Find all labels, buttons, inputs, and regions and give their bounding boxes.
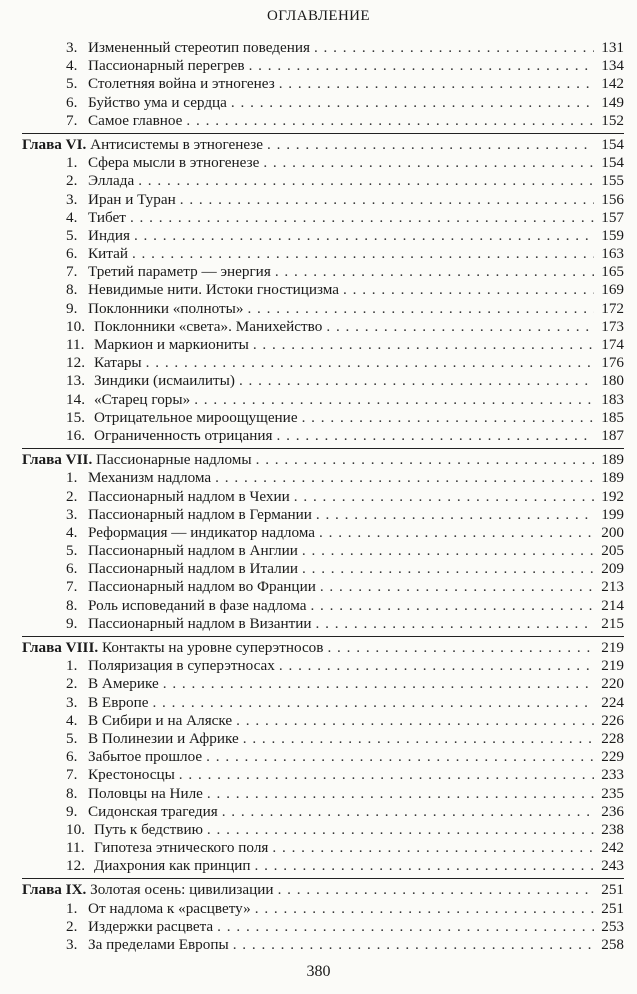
- toc-item-entry[interactable]: [22, 172, 624, 190]
- toc-item-entry[interactable]: [22, 391, 624, 409]
- item-title: Третий параметр — энергия: [88, 263, 271, 281]
- item-number: 5.: [66, 75, 78, 93]
- toc-item-entry[interactable]: [22, 542, 624, 560]
- dot-leader: [263, 154, 594, 172]
- item-title: Буйство ума и сердца: [88, 93, 227, 111]
- dot-leader: [179, 766, 594, 784]
- dot-leader: [302, 409, 594, 427]
- item-page-number: 215: [601, 614, 624, 632]
- item-page-number: 205: [601, 542, 624, 560]
- item-number: 8.: [66, 281, 78, 299]
- dot-leader: [275, 263, 594, 281]
- dot-leader: [327, 639, 594, 657]
- item-title: Забытое прошлое: [88, 748, 203, 766]
- chapter-label: Глава VIII.: [22, 639, 99, 656]
- toc-item-entry[interactable]: [22, 75, 624, 93]
- dot-leader: [130, 209, 594, 227]
- dot-leader: [239, 372, 594, 390]
- toc-item-entry[interactable]: [22, 318, 624, 336]
- item-number: 5.: [66, 542, 78, 560]
- chapter-page-number: 251: [601, 881, 624, 899]
- item-page-number: 185: [601, 408, 624, 426]
- toc-item-entry[interactable]: [22, 785, 624, 803]
- chapter-page-number: 154: [601, 135, 624, 153]
- item-number: 12.: [66, 857, 85, 875]
- item-page-number: 176: [601, 354, 624, 372]
- item-number: 5.: [66, 226, 78, 244]
- item-title: Сидонская трагедия: [88, 802, 218, 820]
- item-number: 1.: [66, 154, 78, 172]
- item-page-number: 226: [601, 711, 624, 729]
- item-number: 14.: [66, 390, 85, 408]
- item-number: 1.: [66, 657, 78, 675]
- dot-leader: [267, 136, 594, 154]
- dot-leader: [215, 469, 594, 487]
- dot-leader: [236, 712, 594, 730]
- table-of-contents: [22, 39, 624, 954]
- toc-item-entry[interactable]: [22, 936, 624, 954]
- chapter-title: Золотая осень: цивилизации: [90, 881, 274, 899]
- item-number: 3.: [66, 39, 78, 56]
- item-page-number: 149: [601, 93, 624, 111]
- dot-leader: [132, 245, 594, 263]
- chapter-divider: [22, 448, 624, 449]
- dot-leader: [316, 506, 594, 524]
- dot-leader: [194, 391, 594, 409]
- chapter-title: Антисистемы в этногенезе: [90, 135, 264, 153]
- dot-leader: [278, 881, 594, 899]
- item-page-number: 243: [601, 857, 624, 875]
- toc-item-entry[interactable]: [22, 657, 624, 675]
- dot-leader: [249, 57, 594, 75]
- chapter-divider: [22, 878, 624, 879]
- item-page-number: 229: [601, 748, 624, 766]
- item-number: 2.: [66, 917, 78, 935]
- dot-leader: [146, 354, 594, 372]
- item-page-number: 192: [601, 487, 624, 505]
- toc-item-entry[interactable]: [22, 597, 624, 615]
- item-page-number: 242: [601, 839, 624, 857]
- item-number: 8.: [66, 784, 78, 802]
- toc-item-entry[interactable]: [22, 918, 624, 936]
- dot-leader: [314, 39, 594, 57]
- item-title: Пассионарный перегрев: [88, 57, 245, 75]
- chapter-divider: [22, 133, 624, 134]
- toc-item-entry[interactable]: [22, 227, 624, 245]
- item-page-number: 235: [601, 784, 624, 802]
- item-number: 7.: [66, 263, 78, 281]
- dot-leader: [272, 839, 594, 857]
- toc-item-entry[interactable]: [22, 560, 624, 578]
- item-page-number: 163: [601, 245, 624, 263]
- toc-chapter-entry[interactable]: [22, 639, 624, 657]
- toc-item-entry[interactable]: [22, 336, 624, 354]
- item-page-number: 152: [601, 111, 624, 129]
- item-title: Пассионарный надлом в Англии: [88, 542, 298, 560]
- item-page-number: 180: [601, 372, 624, 390]
- item-number: 2.: [66, 487, 78, 505]
- toc-item-entry[interactable]: [22, 803, 624, 821]
- chapter-title: Пассионарные надломы: [96, 451, 252, 469]
- toc-item-entry[interactable]: [22, 427, 624, 445]
- item-title: Механизм надлома: [88, 469, 212, 487]
- dot-leader: [253, 336, 594, 354]
- toc-item-entry[interactable]: [22, 263, 624, 281]
- toc-item-entry[interactable]: [22, 748, 624, 766]
- toc-chapter-entry[interactable]: [22, 451, 624, 469]
- dot-leader: [320, 578, 594, 596]
- item-title: Столетняя война и этногенез: [88, 75, 275, 93]
- dot-leader: [207, 785, 594, 803]
- item-title: Реформация — индикатор надлома: [88, 523, 315, 541]
- dot-leader: [302, 560, 594, 578]
- item-page-number: 220: [601, 675, 624, 693]
- dot-leader: [302, 542, 594, 560]
- item-number: 3.: [66, 505, 78, 523]
- item-number: 7.: [66, 578, 78, 596]
- page-header: ОГЛАВЛЕНИЕ: [267, 8, 370, 24]
- toc-item-entry[interactable]: [22, 900, 624, 918]
- item-page-number: 187: [601, 426, 624, 444]
- item-title: Отрицательное мироощущение: [94, 408, 298, 426]
- dot-leader: [255, 900, 594, 918]
- chapter-page-number: 189: [601, 451, 624, 469]
- item-page-number: 156: [601, 190, 624, 208]
- item-page-number: 238: [601, 820, 624, 838]
- item-page-number: 131: [601, 39, 624, 56]
- item-title: Поляризация в суперэтносах: [88, 657, 275, 675]
- chapter-page-number: 219: [601, 639, 624, 656]
- toc-item-entry[interactable]: [22, 112, 624, 130]
- toc-item-entry[interactable]: [22, 39, 624, 57]
- item-number: 3.: [66, 693, 78, 711]
- dot-leader: [343, 281, 594, 299]
- item-page-number: 169: [601, 281, 624, 299]
- item-number: 16.: [66, 426, 85, 444]
- item-title: От надлома к «расцвету»: [88, 899, 251, 917]
- toc-item-entry[interactable]: [22, 730, 624, 748]
- toc-chapter-entry[interactable]: [22, 881, 624, 899]
- toc-chapter-entry[interactable]: [22, 136, 624, 154]
- item-number: 9.: [66, 614, 78, 632]
- item-page-number: 142: [601, 75, 624, 93]
- toc-item-entry[interactable]: [22, 94, 624, 112]
- item-number: 6.: [66, 748, 78, 766]
- dot-leader: [247, 300, 594, 318]
- item-number: 11.: [66, 839, 85, 857]
- item-title: Крестоносцы: [88, 766, 175, 784]
- dot-leader: [256, 451, 594, 469]
- item-page-number: 165: [601, 263, 624, 281]
- dot-leader: [279, 657, 594, 675]
- item-page-number: 236: [601, 802, 624, 820]
- item-title: Пассионарный надлом в Византии: [88, 614, 312, 632]
- item-number: 6.: [66, 560, 78, 578]
- dot-leader: [279, 75, 594, 93]
- item-title: Маркион и маркиониты: [94, 336, 249, 353]
- dot-leader: [294, 488, 594, 506]
- item-page-number: 219: [601, 657, 624, 675]
- dot-leader: [310, 597, 594, 615]
- item-number: 3.: [66, 936, 78, 953]
- item-title: Самое главное: [88, 111, 183, 129]
- toc-item-entry[interactable]: [22, 57, 624, 75]
- item-number: 1.: [66, 469, 78, 487]
- item-page-number: 233: [601, 766, 624, 784]
- dot-leader: [207, 821, 594, 839]
- item-page-number: 154: [601, 154, 624, 172]
- item-page-number: 174: [601, 336, 624, 353]
- item-number: 3.: [66, 190, 78, 208]
- item-title: Гипотеза этнического поля: [94, 839, 269, 857]
- toc-item-entry[interactable]: [22, 524, 624, 542]
- item-title: Пассионарный надлом во Франции: [88, 578, 316, 596]
- item-page-number: 183: [601, 390, 624, 408]
- dot-leader: [316, 615, 594, 633]
- item-title: Пассионарный надлом в Чехии: [88, 487, 290, 505]
- item-page-number: 155: [601, 172, 624, 190]
- toc-item-entry[interactable]: [22, 245, 624, 263]
- chapter-label: Глава IX.: [22, 881, 87, 899]
- item-title: Пассионарный надлом в Германии: [88, 505, 312, 523]
- item-number: 5.: [66, 729, 78, 747]
- item-page-number: 258: [601, 936, 624, 953]
- item-number: 4.: [66, 57, 78, 75]
- item-page-number: 209: [601, 560, 624, 578]
- chapter-label: Глава VII.: [22, 451, 93, 469]
- item-page-number: 172: [601, 299, 624, 317]
- item-page-number: 200: [601, 523, 624, 541]
- item-title: Пассионарный надлом в Италии: [88, 560, 298, 578]
- dot-leader: [134, 227, 594, 245]
- item-page-number: 253: [601, 917, 624, 935]
- item-title: Индия: [88, 226, 130, 244]
- item-title: Половцы на Ниле: [88, 784, 203, 802]
- toc-item-entry[interactable]: [22, 209, 624, 227]
- toc-item-entry[interactable]: [22, 154, 624, 172]
- toc-item-entry[interactable]: [22, 409, 624, 427]
- dot-leader: [222, 803, 594, 821]
- toc-item-entry[interactable]: [22, 857, 624, 875]
- toc-item-entry[interactable]: [22, 372, 624, 390]
- item-title: Диахрония как принцип: [94, 857, 251, 875]
- dot-leader: [138, 172, 594, 190]
- item-page-number: 159: [601, 226, 624, 244]
- item-title: В Сибири и на Аляске: [88, 711, 233, 729]
- dot-leader: [254, 857, 594, 875]
- item-title: Китай: [88, 245, 128, 263]
- toc-item-entry[interactable]: [22, 354, 624, 372]
- item-number: 9.: [66, 802, 78, 820]
- item-page-number: 228: [601, 729, 624, 747]
- dot-leader: [319, 524, 594, 542]
- chapter-label: Глава VI.: [22, 135, 87, 153]
- item-title: Сфера мысли в этногенезе: [88, 154, 260, 172]
- dot-leader: [152, 694, 594, 712]
- item-title: Поклонники «полноты»: [88, 299, 244, 317]
- item-title: Ограниченность отрицания: [94, 426, 273, 444]
- dot-leader: [233, 936, 594, 954]
- toc-item-entry[interactable]: [22, 821, 624, 839]
- item-title: Роль исповеданий в фазе надлома: [88, 596, 307, 614]
- item-number: 4.: [66, 523, 78, 541]
- item-number: 7.: [66, 111, 78, 129]
- toc-item-entry[interactable]: [22, 694, 624, 712]
- toc-item-entry[interactable]: [22, 488, 624, 506]
- dot-leader: [243, 730, 594, 748]
- item-number: 13.: [66, 372, 85, 390]
- item-page-number: 224: [601, 693, 624, 711]
- item-title: Иран и Туран: [88, 190, 176, 208]
- item-title: Катары: [94, 354, 142, 372]
- item-number: 1.: [66, 899, 78, 917]
- item-title: Зиндики (исмаилиты): [94, 372, 235, 390]
- dot-leader: [326, 318, 594, 336]
- toc-item-entry[interactable]: [22, 191, 624, 209]
- item-number: 4.: [66, 208, 78, 226]
- item-number: 2.: [66, 172, 78, 190]
- page-number: 380: [306, 963, 331, 980]
- toc-item-entry[interactable]: [22, 578, 624, 596]
- toc-item-entry[interactable]: [22, 712, 624, 730]
- toc-item-entry[interactable]: [22, 506, 624, 524]
- dot-leader: [186, 112, 594, 130]
- dot-leader: [277, 427, 594, 445]
- item-number: 10.: [66, 317, 85, 335]
- item-number: 7.: [66, 766, 78, 784]
- item-title: «Старец горы»: [94, 390, 191, 408]
- item-title: Издержки расцвета: [88, 917, 214, 935]
- item-number: 15.: [66, 408, 85, 426]
- toc-item-entry[interactable]: [22, 300, 624, 318]
- dot-leader: [206, 748, 594, 766]
- item-title: Поклонники «света». Манихейство: [94, 317, 323, 335]
- toc-item-entry[interactable]: [22, 766, 624, 784]
- item-page-number: 251: [601, 899, 624, 917]
- item-number: 6.: [66, 245, 78, 263]
- toc-item-entry[interactable]: [22, 469, 624, 487]
- dot-leader: [180, 191, 594, 209]
- item-number: 8.: [66, 596, 78, 614]
- item-number: 12.: [66, 354, 85, 372]
- item-page-number: 189: [601, 469, 624, 487]
- item-page-number: 134: [601, 57, 624, 75]
- chapter-title: Контакты на уровне суперэтносов: [101, 639, 324, 656]
- item-title: За пределами Европы: [88, 936, 229, 953]
- item-title: В Европе: [88, 693, 149, 711]
- item-page-number: 214: [601, 596, 624, 614]
- item-page-number: 173: [601, 317, 624, 335]
- item-title: В Америке: [88, 675, 159, 693]
- toc-item-entry[interactable]: [22, 675, 624, 693]
- item-title: Измененный стереотип поведения: [88, 39, 310, 56]
- item-page-number: 157: [601, 208, 624, 226]
- item-page-number: 213: [601, 578, 624, 596]
- dot-leader: [231, 94, 594, 112]
- item-title: Тибет: [88, 208, 126, 226]
- item-title: Путь к бедствию: [94, 820, 203, 838]
- item-title: Эллада: [88, 172, 135, 190]
- item-number: 11.: [66, 336, 85, 353]
- dot-leader: [217, 918, 594, 936]
- item-number: 6.: [66, 93, 78, 111]
- item-number: 2.: [66, 675, 78, 693]
- item-number: 4.: [66, 711, 78, 729]
- item-number: 10.: [66, 820, 85, 838]
- toc-item-entry[interactable]: [22, 615, 624, 633]
- toc-item-entry[interactable]: [22, 839, 624, 857]
- item-page-number: 199: [601, 505, 624, 523]
- toc-item-entry[interactable]: [22, 281, 624, 299]
- dot-leader: [163, 675, 594, 693]
- item-number: 9.: [66, 299, 78, 317]
- chapter-divider: [22, 636, 624, 637]
- item-title: Невидимые нити. Истоки гностицизма: [88, 281, 339, 299]
- item-title: В Полинезии и Африке: [88, 729, 239, 747]
